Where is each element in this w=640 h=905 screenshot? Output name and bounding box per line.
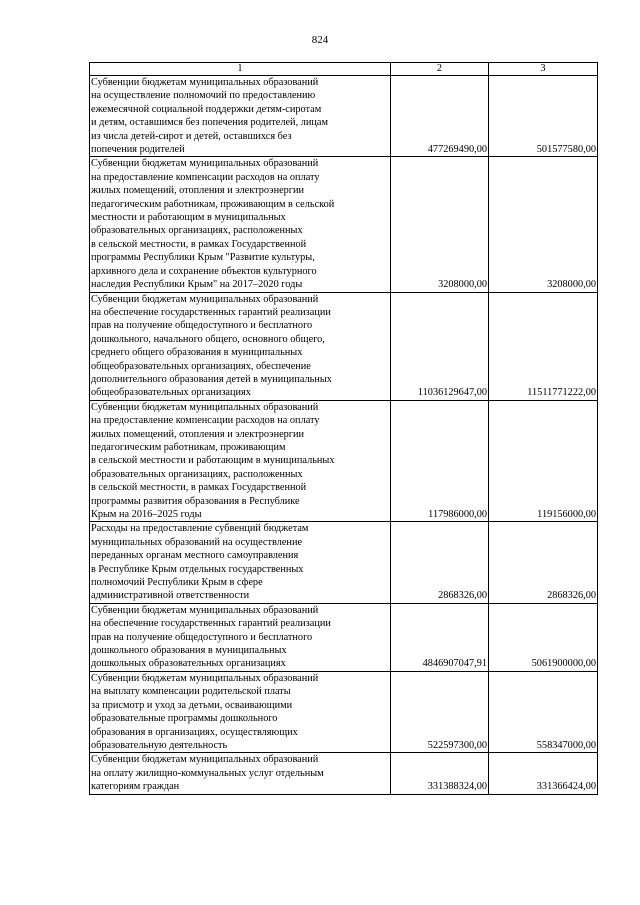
- row-amount-col-2: 2868326,00: [391, 522, 489, 603]
- row-amount-col-3: 11511771222,00: [489, 292, 598, 400]
- row-amount-col-2: 4846907047,91: [391, 603, 489, 671]
- header-col-1: 1: [90, 63, 391, 76]
- table-row: [90, 671, 598, 752]
- table-row: [90, 522, 598, 603]
- row-amount-col-2: 117986000,00: [391, 400, 489, 522]
- page-number: 824: [311, 34, 329, 46]
- row-description: Субвенции бюджетам муниципальных образований на осуществление полномочий по предоставлению ежемесячной социальной поддержки детям-сиротам и детям, оставшимся без попечения родителей, лицам из числа детей-сирот и детей, оставшихся без попечения родителей: [90, 76, 391, 157]
- table-row: [90, 76, 598, 157]
- row-amount-col-2: 477269490,00: [391, 76, 489, 157]
- row-amount-col-2: 11036129647,00: [391, 292, 489, 400]
- row-description: Субвенции бюджетам муниципальных образований на обеспечение государственных гарантий реализации прав на получение общедоступного и бесплатного дошкольного, начального общего, основного общего, среднего общего образования в муниципальных общеобразовательных организациях, обеспечение дополнительного образования детей в муниципальных общеобразовательных организациях: [90, 292, 391, 400]
- row-description: Субвенции бюджетам муниципальных образований на выплату компенсации родительской платы за присмотр и уход за детьми, осваивающими образовательные программы дошкольного образования в организациях, осуществляющих образовательную деятельность: [90, 671, 391, 752]
- table-row: [90, 603, 598, 671]
- table-row: [90, 157, 598, 292]
- table-header: [90, 63, 598, 76]
- row-amount-col-2: 3208000,00: [391, 157, 489, 292]
- row-amount-col-2: 331388324,00: [391, 753, 489, 794]
- row-amount-col-3: 331366424,00: [489, 753, 598, 794]
- row-amount-col-3: 119156000,00: [489, 400, 598, 522]
- table-row: [90, 400, 598, 522]
- budget-table: [89, 62, 598, 795]
- row-amount-col-3: 558347000,00: [489, 671, 598, 752]
- row-amount-col-3: 3208000,00: [489, 157, 598, 292]
- row-description: Субвенции бюджетам муниципальных образований на оплату жилищно-коммунальных услуг отдельным категориям граждан: [90, 753, 391, 794]
- row-description: Субвенции бюджетам муниципальных образований на предоставление компенсации расходов на оплату жилых помещений, отопления и электроэнергии педагогическим работникам, проживающим в сельской местности и работающим в муниципальных образовательных организациях, расположенных в сельской местности, в рамках Государственной программы Республики Крым "Развитие культуры, архивного дела и сохранение объектов культурного наследия Республики Крым" на 2017–2020 годы: [90, 157, 391, 292]
- row-description: Субвенции бюджетам муниципальных образований на предоставление компенсации расходов на оплату жилых помещений, отопления и электроэнергии педагогическим работникам, проживающим в сельской местности и работающим в муниципальных образовательных организациях, расположенных в сельской местности, в рамках Государственной программы развития образования в Республике Крым на 2016–2025 годы: [90, 400, 391, 522]
- header-col-2: 2: [391, 63, 489, 76]
- row-amount-col-2: 522597300,00: [391, 671, 489, 752]
- row-description: Расходы на предоставление субвенций бюджетам муниципальных образований на осуществление переданных органам местного самоуправления в Республике Крым отдельных государственных полномочий Республики Крым в сфере административной ответственности: [90, 522, 391, 603]
- row-amount-col-3: 501577580,00: [489, 76, 598, 157]
- table-row: [90, 292, 598, 400]
- table-row: [90, 753, 598, 794]
- row-amount-col-3: 2868326,00: [489, 522, 598, 603]
- header-row: [90, 63, 598, 76]
- header-col-3: 3: [489, 63, 598, 76]
- row-description: Субвенции бюджетам муниципальных образований на обеспечение государственных гарантий реализации прав на получение общедоступного и бесплатного дошкольного образования в муниципальных дошкольных образовательных организациях: [90, 603, 391, 671]
- table-body: [90, 76, 598, 795]
- row-amount-col-3: 5061900000,00: [489, 603, 598, 671]
